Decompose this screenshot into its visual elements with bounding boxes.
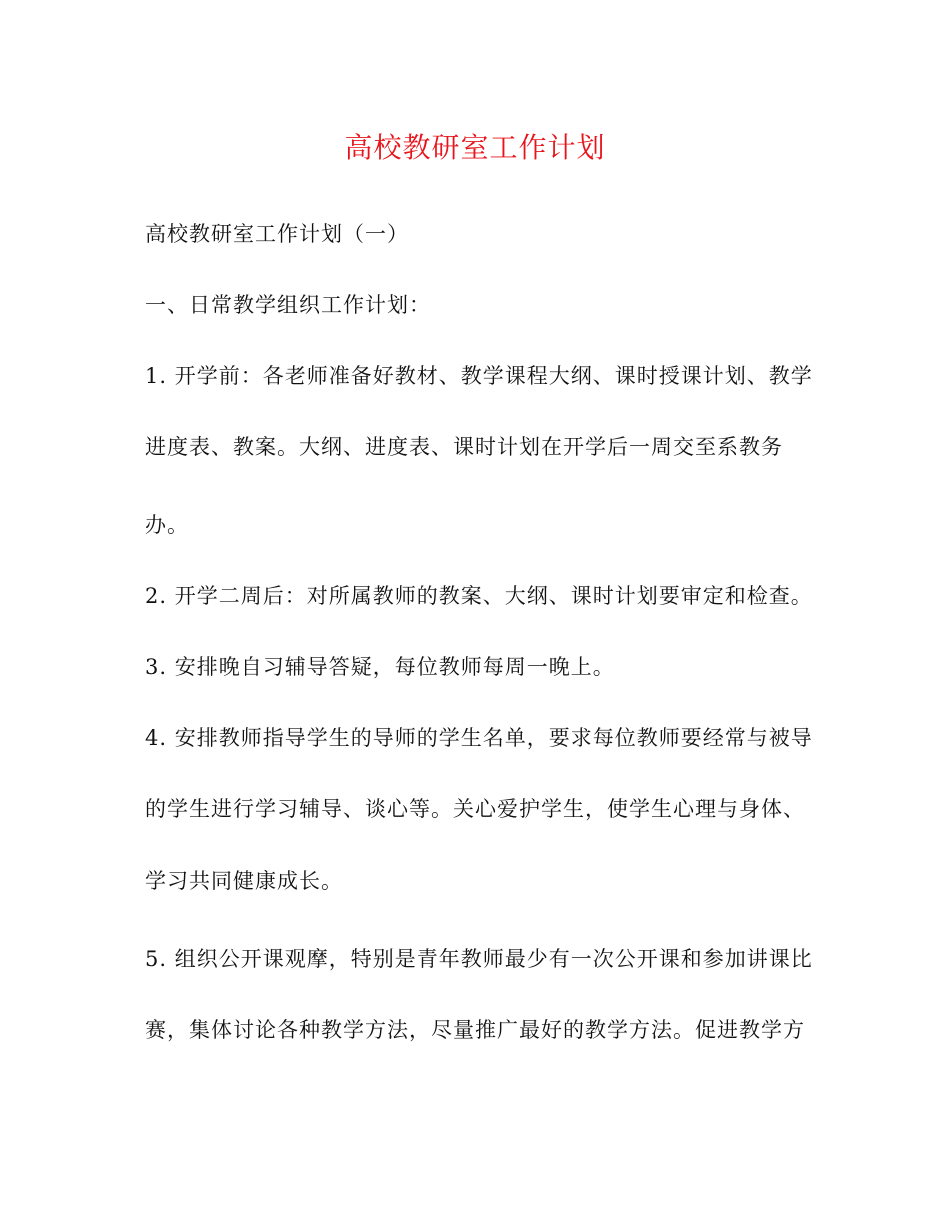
paragraph-line: 学习共同健康成长。 (145, 869, 343, 893)
paragraph-line: 2. 开学二周后：对所属教师的教案、大纲、课时计划要审定和检查。 (145, 584, 813, 608)
paragraph-line: 赛，集体讨论各种教学方法，尽量推广最好的教学方法。促进教学方 (145, 1018, 805, 1042)
paragraph-line: 4. 安排教师指导学生的导师的学生名单，要求每位教师要经常与被导 (145, 726, 813, 750)
document-title: 高校教研室工作计划 (344, 131, 606, 164)
paragraph-line: 1. 开学前：各老师准备好教材、教学课程大纲、课时授课计划、教学 (145, 364, 813, 388)
paragraph-line: 的学生进行学习辅导、谈心等。关心爱护学生，使学生心理与身体、 (145, 797, 805, 821)
paragraph-line: 办。 (145, 513, 189, 537)
section-heading: 高校教研室工作计划（一） (145, 222, 409, 246)
paragraph-line: 3. 安排晚自习辅导答疑，每位教师每周一晚上。 (145, 655, 615, 679)
subsection-heading: 一、日常教学组织工作计划： (145, 293, 431, 317)
paragraph-line: 5. 组织公开课观摩，特别是青年教师最少有一次公开课和参加讲课比 (145, 947, 813, 971)
paragraph-line: 进度表、教案。大纲、进度表、课时计划在开学后一周交至系教务 (145, 435, 783, 459)
